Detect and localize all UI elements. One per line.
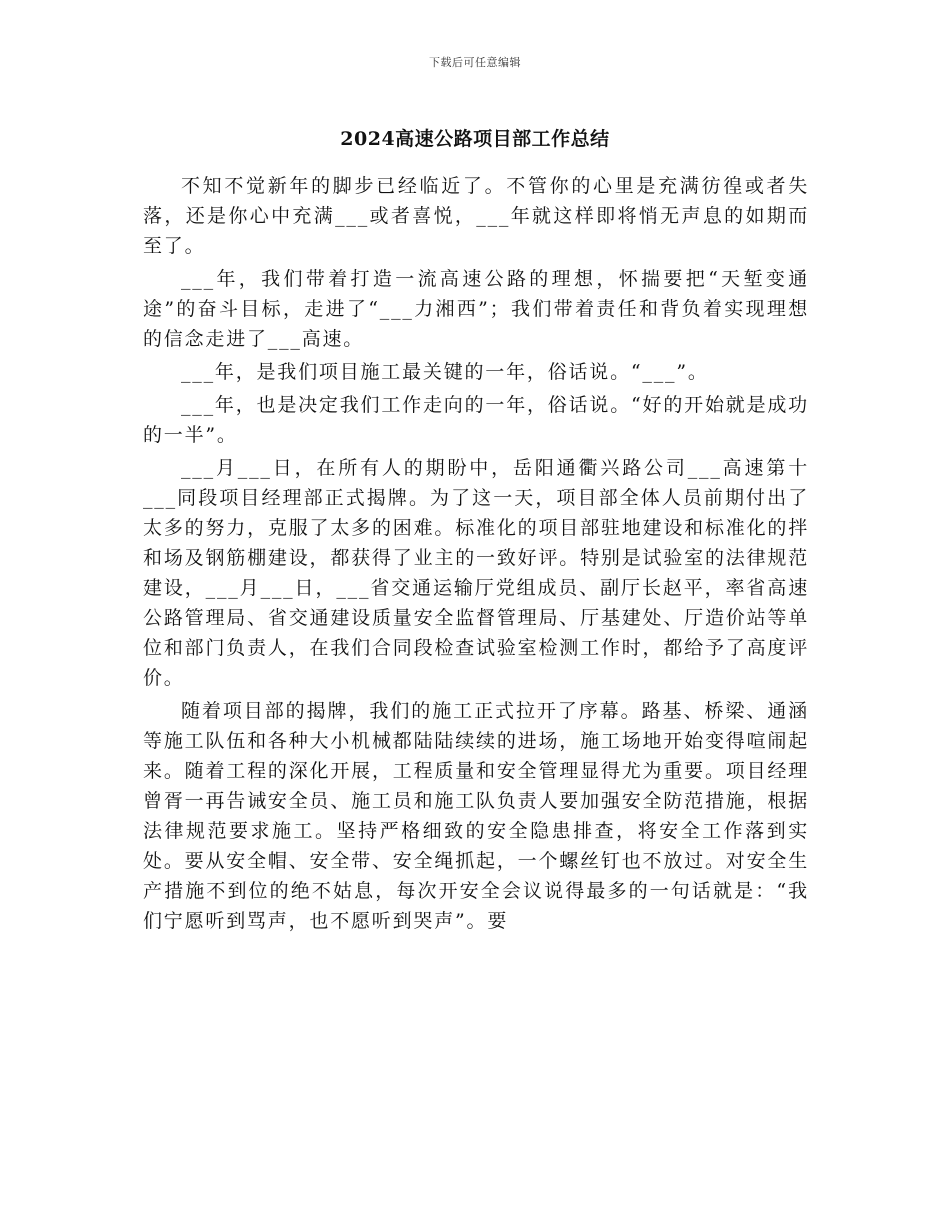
paragraph: ___年，是我们项目施工最关键的一年，俗话说。“___”。 xyxy=(181,361,709,383)
paragraph: ___月___日，在所有人的期盼中，岳阳通衢兴路公司___高速第十___同段项目经理部正式揭牌。为了这一天，项目部全体人员前期付出了太多的努力，克服了太多的困难。标准化的项目部驻地建设和标准化的拌和场及钢筋棚建设，都获得了业主的一致好评。特别是试验室的法律规范建设，___月___日，___省交通运输厅党组成员、副厅长赵平，率省高速公路管理局、省交通建设质量安全监督管理局、厅基建处、厅造价站等单位和部门负责人，在我们合同段检查试验室检测工作时，都给予了高度评价。 xyxy=(143,457,809,689)
page-header-note: 下载后可任意编辑 xyxy=(429,56,521,69)
paragraph: ___年，我们带着打造一流高速公路的理想，怀揣要把“天堑变通途”的奋斗目标，走进了“___力湘西”；我们带着责任和背负着实现理想的信念走进了___高速。 xyxy=(143,268,809,350)
document-body xyxy=(143,171,809,936)
paragraph: 不知不觉新年的脚步已经临近了。不管你的心里是充满彷徨或者失落，还是你心中充满___或者喜悦，___年就这样即将悄无声息的如期而至了。 xyxy=(143,175,809,257)
paragraph: 随着项目部的揭牌，我们的施工正式拉开了序幕。路基、桥梁、通涵等施工队伍和各种大小机械都陆陆续续的进场，施工场地开始变得喧闹起来。随着工程的深化开展，工程质量和安全管理显得尤为重要。项目经理曾胥一再告诫安全员、施工员和施工队负责人要加强安全防范措施，根据法律规范要求施工。坚持严格细致的安全隐患排查，将安全工作落到实处。要从安全帽、安全带、安全绳抓起，一个螺丝钉也不放过。对安全生产措施不到位的绝不姑息，每次开安全会议说得最多的一句话就是：“我们宁愿听到骂声，也不愿听到哭声”。要 xyxy=(143,700,809,932)
paragraph: ___年，也是决定我们工作走向的一年，俗话说。“好的开始就是成功的一半”。 xyxy=(143,394,809,446)
document-title: 2024高速公路项目部工作总结 xyxy=(340,128,610,150)
